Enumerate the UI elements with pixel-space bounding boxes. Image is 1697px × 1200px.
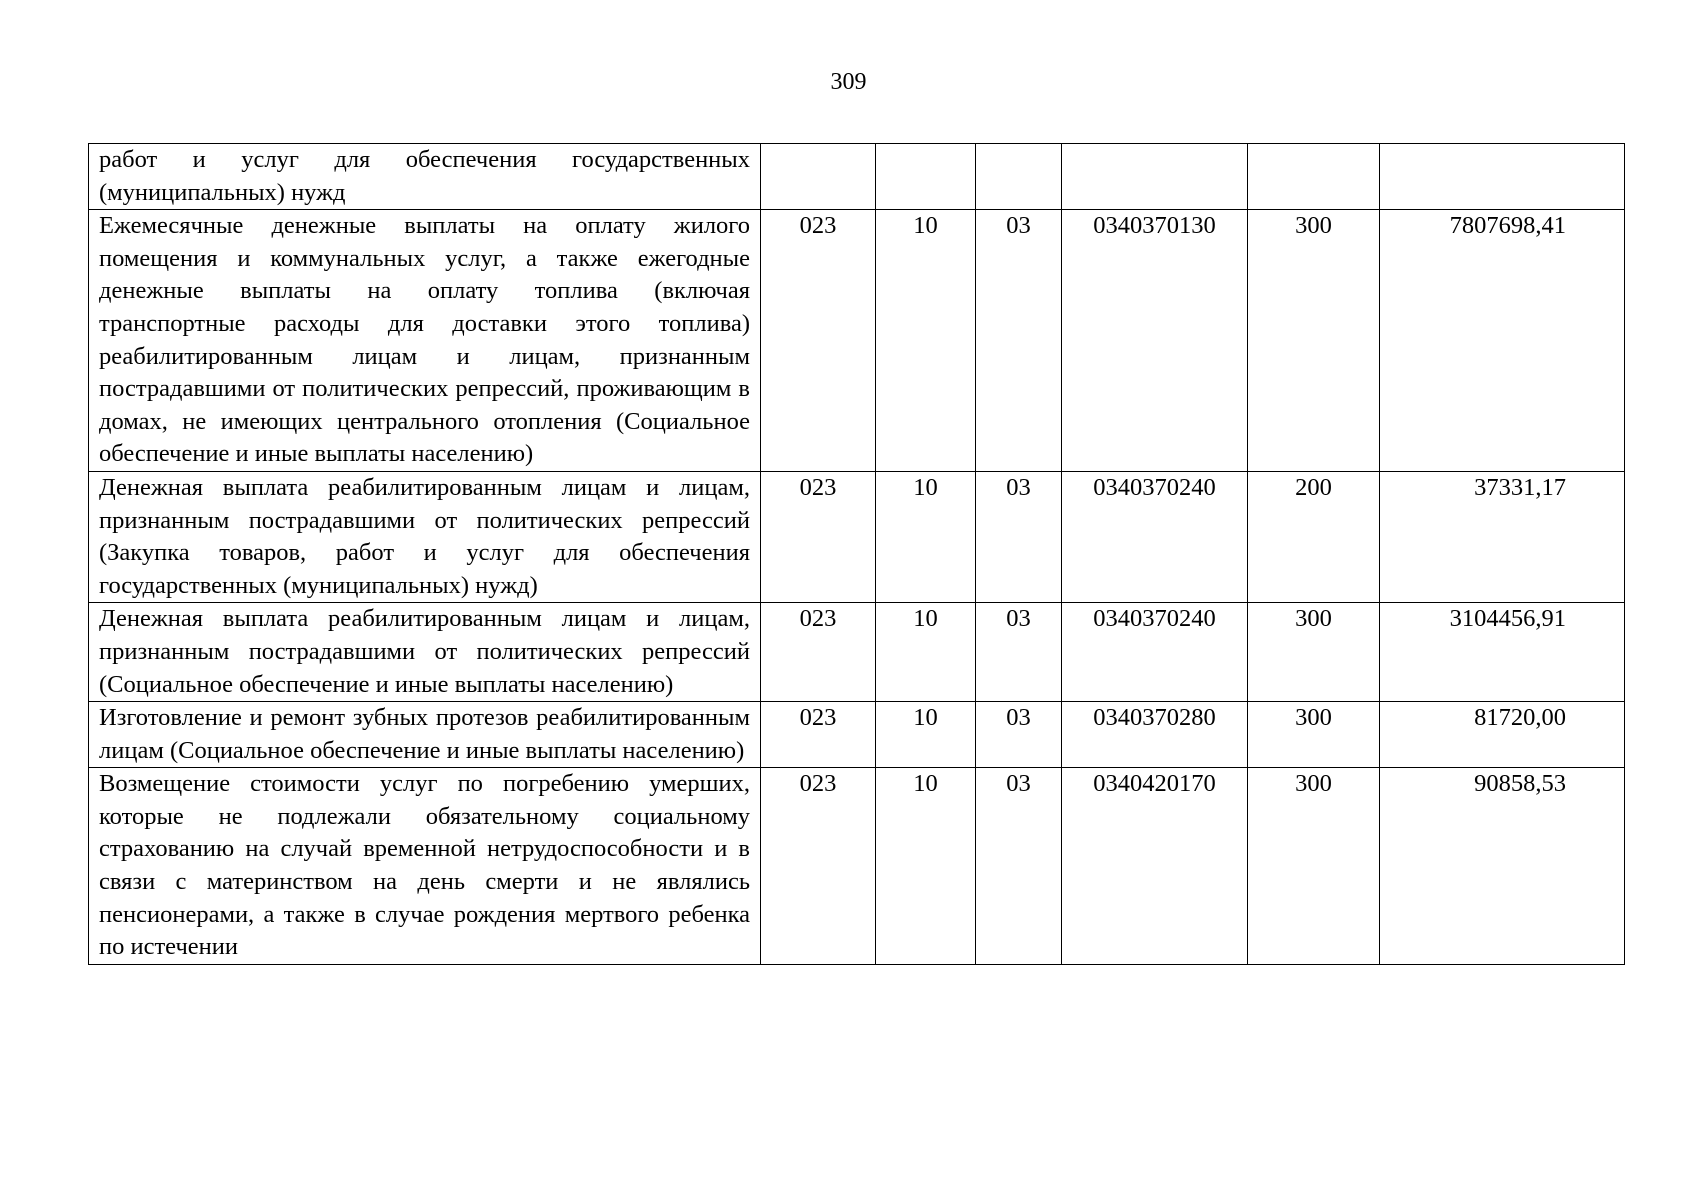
table-row <box>89 144 1625 210</box>
csr-cell: 0340370130 <box>1062 210 1248 472</box>
vr-cell: 300 <box>1248 768 1380 965</box>
csr-cell <box>1062 144 1248 210</box>
vr-cell <box>1248 144 1380 210</box>
vr-cell: 300 <box>1248 603 1380 702</box>
row-description: Денежная выплата реабилитированным лицам и лицам, признанным пострадавшими от политических репрессий (Социальное обеспечение и иные выплаты населению) <box>89 603 761 702</box>
sum-cell <box>1380 144 1625 210</box>
budget-table <box>88 143 1625 965</box>
sum-cell: 90858,53 <box>1380 768 1625 965</box>
razdel-cell <box>876 144 976 210</box>
page-number: 309 <box>830 69 867 95</box>
podrazdel-cell: 03 <box>976 702 1062 768</box>
ved-cell: 023 <box>761 702 876 768</box>
vr-cell: 300 <box>1248 702 1380 768</box>
podrazdel-cell: 03 <box>976 471 1062 602</box>
podrazdel-cell: 03 <box>976 603 1062 702</box>
ved-cell <box>761 144 876 210</box>
ved-cell: 023 <box>761 210 876 472</box>
razdel-cell: 10 <box>876 210 976 472</box>
sum-cell: 37331,17 <box>1380 471 1625 602</box>
row-description: работ и услуг для обеспечения государственных (муниципальных) нужд <box>89 144 761 210</box>
sum-cell: 7807698,41 <box>1380 210 1625 472</box>
csr-cell: 0340420170 <box>1062 768 1248 965</box>
sum-cell: 81720,00 <box>1380 702 1625 768</box>
csr-cell: 0340370240 <box>1062 603 1248 702</box>
row-description: Денежная выплата реабилитированным лицам и лицам, признанным пострадавшими от политических репрессий (Закупка товаров, работ и услуг для обеспечения государственных (муниципальных) нужд) <box>89 471 761 602</box>
podrazdel-cell: 03 <box>976 768 1062 965</box>
row-description: Возмещение стоимости услуг по погребению умерших, которые не подлежали обязательному социальному страхованию на случай временной нетрудоспособности и в связи с материнством на день смерти и не являлись пенсионерами, а также в случае рождения мертвого ребенка по истечении <box>89 768 761 965</box>
csr-cell: 0340370240 <box>1062 471 1248 602</box>
csr-cell: 0340370280 <box>1062 702 1248 768</box>
sum-cell: 3104456,91 <box>1380 603 1625 702</box>
ved-cell: 023 <box>761 768 876 965</box>
razdel-cell: 10 <box>876 702 976 768</box>
ved-cell: 023 <box>761 603 876 702</box>
vr-cell: 200 <box>1248 471 1380 602</box>
ved-cell: 023 <box>761 471 876 602</box>
table-row <box>89 603 1625 702</box>
row-description: Ежемесячные денежные выплаты на оплату жилого помещения и коммунальных услуг, а также ежегодные денежные выплаты на оплату топлива (включая транспортные расходы для доставки этого топлива) реабилитированным лицам и лицам, признанным пострадавшими от политических репрессий, проживающим в домах, не имеющих центрального отопления (Социальное обеспечение и иные выплаты населению) <box>89 210 761 472</box>
row-description: Изготовление и ремонт зубных протезов реабилитированным лицам (Социальное обеспечение и иные выплаты населению) <box>89 702 761 768</box>
razdel-cell: 10 <box>876 471 976 602</box>
table-row <box>89 702 1625 768</box>
table-row <box>89 210 1625 472</box>
razdel-cell: 10 <box>876 768 976 965</box>
podrazdel-cell <box>976 144 1062 210</box>
table-row <box>89 471 1625 602</box>
table-row <box>89 768 1625 965</box>
podrazdel-cell: 03 <box>976 210 1062 472</box>
vr-cell: 300 <box>1248 210 1380 472</box>
razdel-cell: 10 <box>876 603 976 702</box>
